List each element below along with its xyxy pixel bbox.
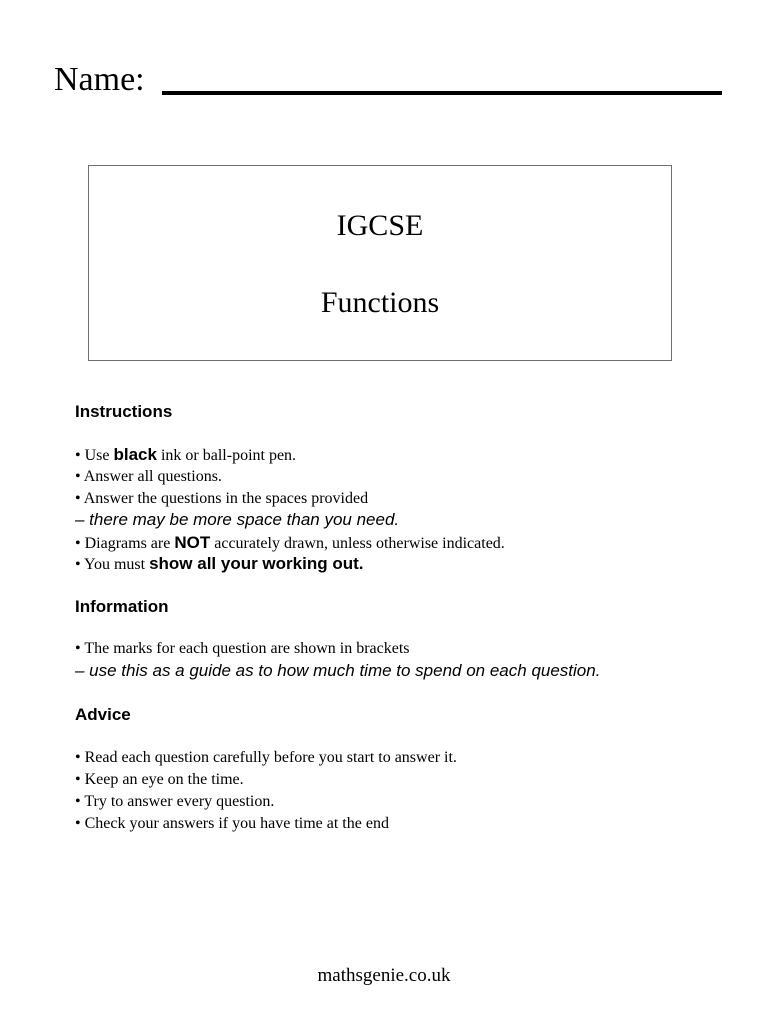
instruction-item-5-prefix: • You must bbox=[75, 556, 150, 573]
information-heading: Information bbox=[75, 597, 169, 616]
instruction-item-1-emphasis: black bbox=[113, 445, 157, 464]
qualification-title: IGCSE bbox=[336, 209, 424, 242]
name-write-in-line[interactable] bbox=[162, 91, 722, 95]
name-label: Name: bbox=[54, 61, 145, 98]
advice-item: • Read each question carefully before you start to answer it. bbox=[75, 749, 457, 766]
instruction-item-2: • Answer all questions. bbox=[75, 468, 222, 485]
instruction-item-4-emphasis: NOT bbox=[174, 533, 211, 552]
information-item-1-continuation: – use this as a guide as to how much time to spend on each question. bbox=[75, 661, 601, 680]
advice-item: • Check your answers if you have time at the end bbox=[75, 815, 389, 832]
topic-title: Functions bbox=[320, 286, 440, 319]
information-item-1: • The marks for each question are shown in brackets bbox=[75, 640, 410, 657]
instruction-item-1 bbox=[75, 444, 735, 467]
instruction-item-4-suffix: accurately drawn, unless otherwise indicated. bbox=[210, 535, 505, 552]
title-box bbox=[88, 165, 672, 361]
instruction-item-1-prefix: • Use bbox=[75, 447, 114, 464]
instruction-item-3-continuation: – there may be more space than you need. bbox=[75, 510, 400, 529]
advice-item: • Keep an eye on the time. bbox=[75, 771, 244, 788]
advice-heading: Advice bbox=[75, 705, 131, 724]
instruction-item-4-prefix: • Diagrams are bbox=[75, 535, 175, 552]
instruction-item-1-suffix: ink or ball-point pen. bbox=[156, 447, 297, 464]
advice-item: • Try to answer every question. bbox=[75, 793, 275, 810]
instructions-heading: Instructions bbox=[75, 402, 173, 421]
instruction-item-4 bbox=[75, 532, 735, 555]
instruction-item-5-emphasis: show all your working out. bbox=[149, 554, 364, 573]
footer-website: mathsgenie.co.uk bbox=[317, 965, 451, 986]
instruction-item-3: • Answer the questions in the spaces provided bbox=[75, 490, 369, 507]
name-row bbox=[54, 58, 722, 104]
instruction-item-5 bbox=[75, 553, 735, 576]
